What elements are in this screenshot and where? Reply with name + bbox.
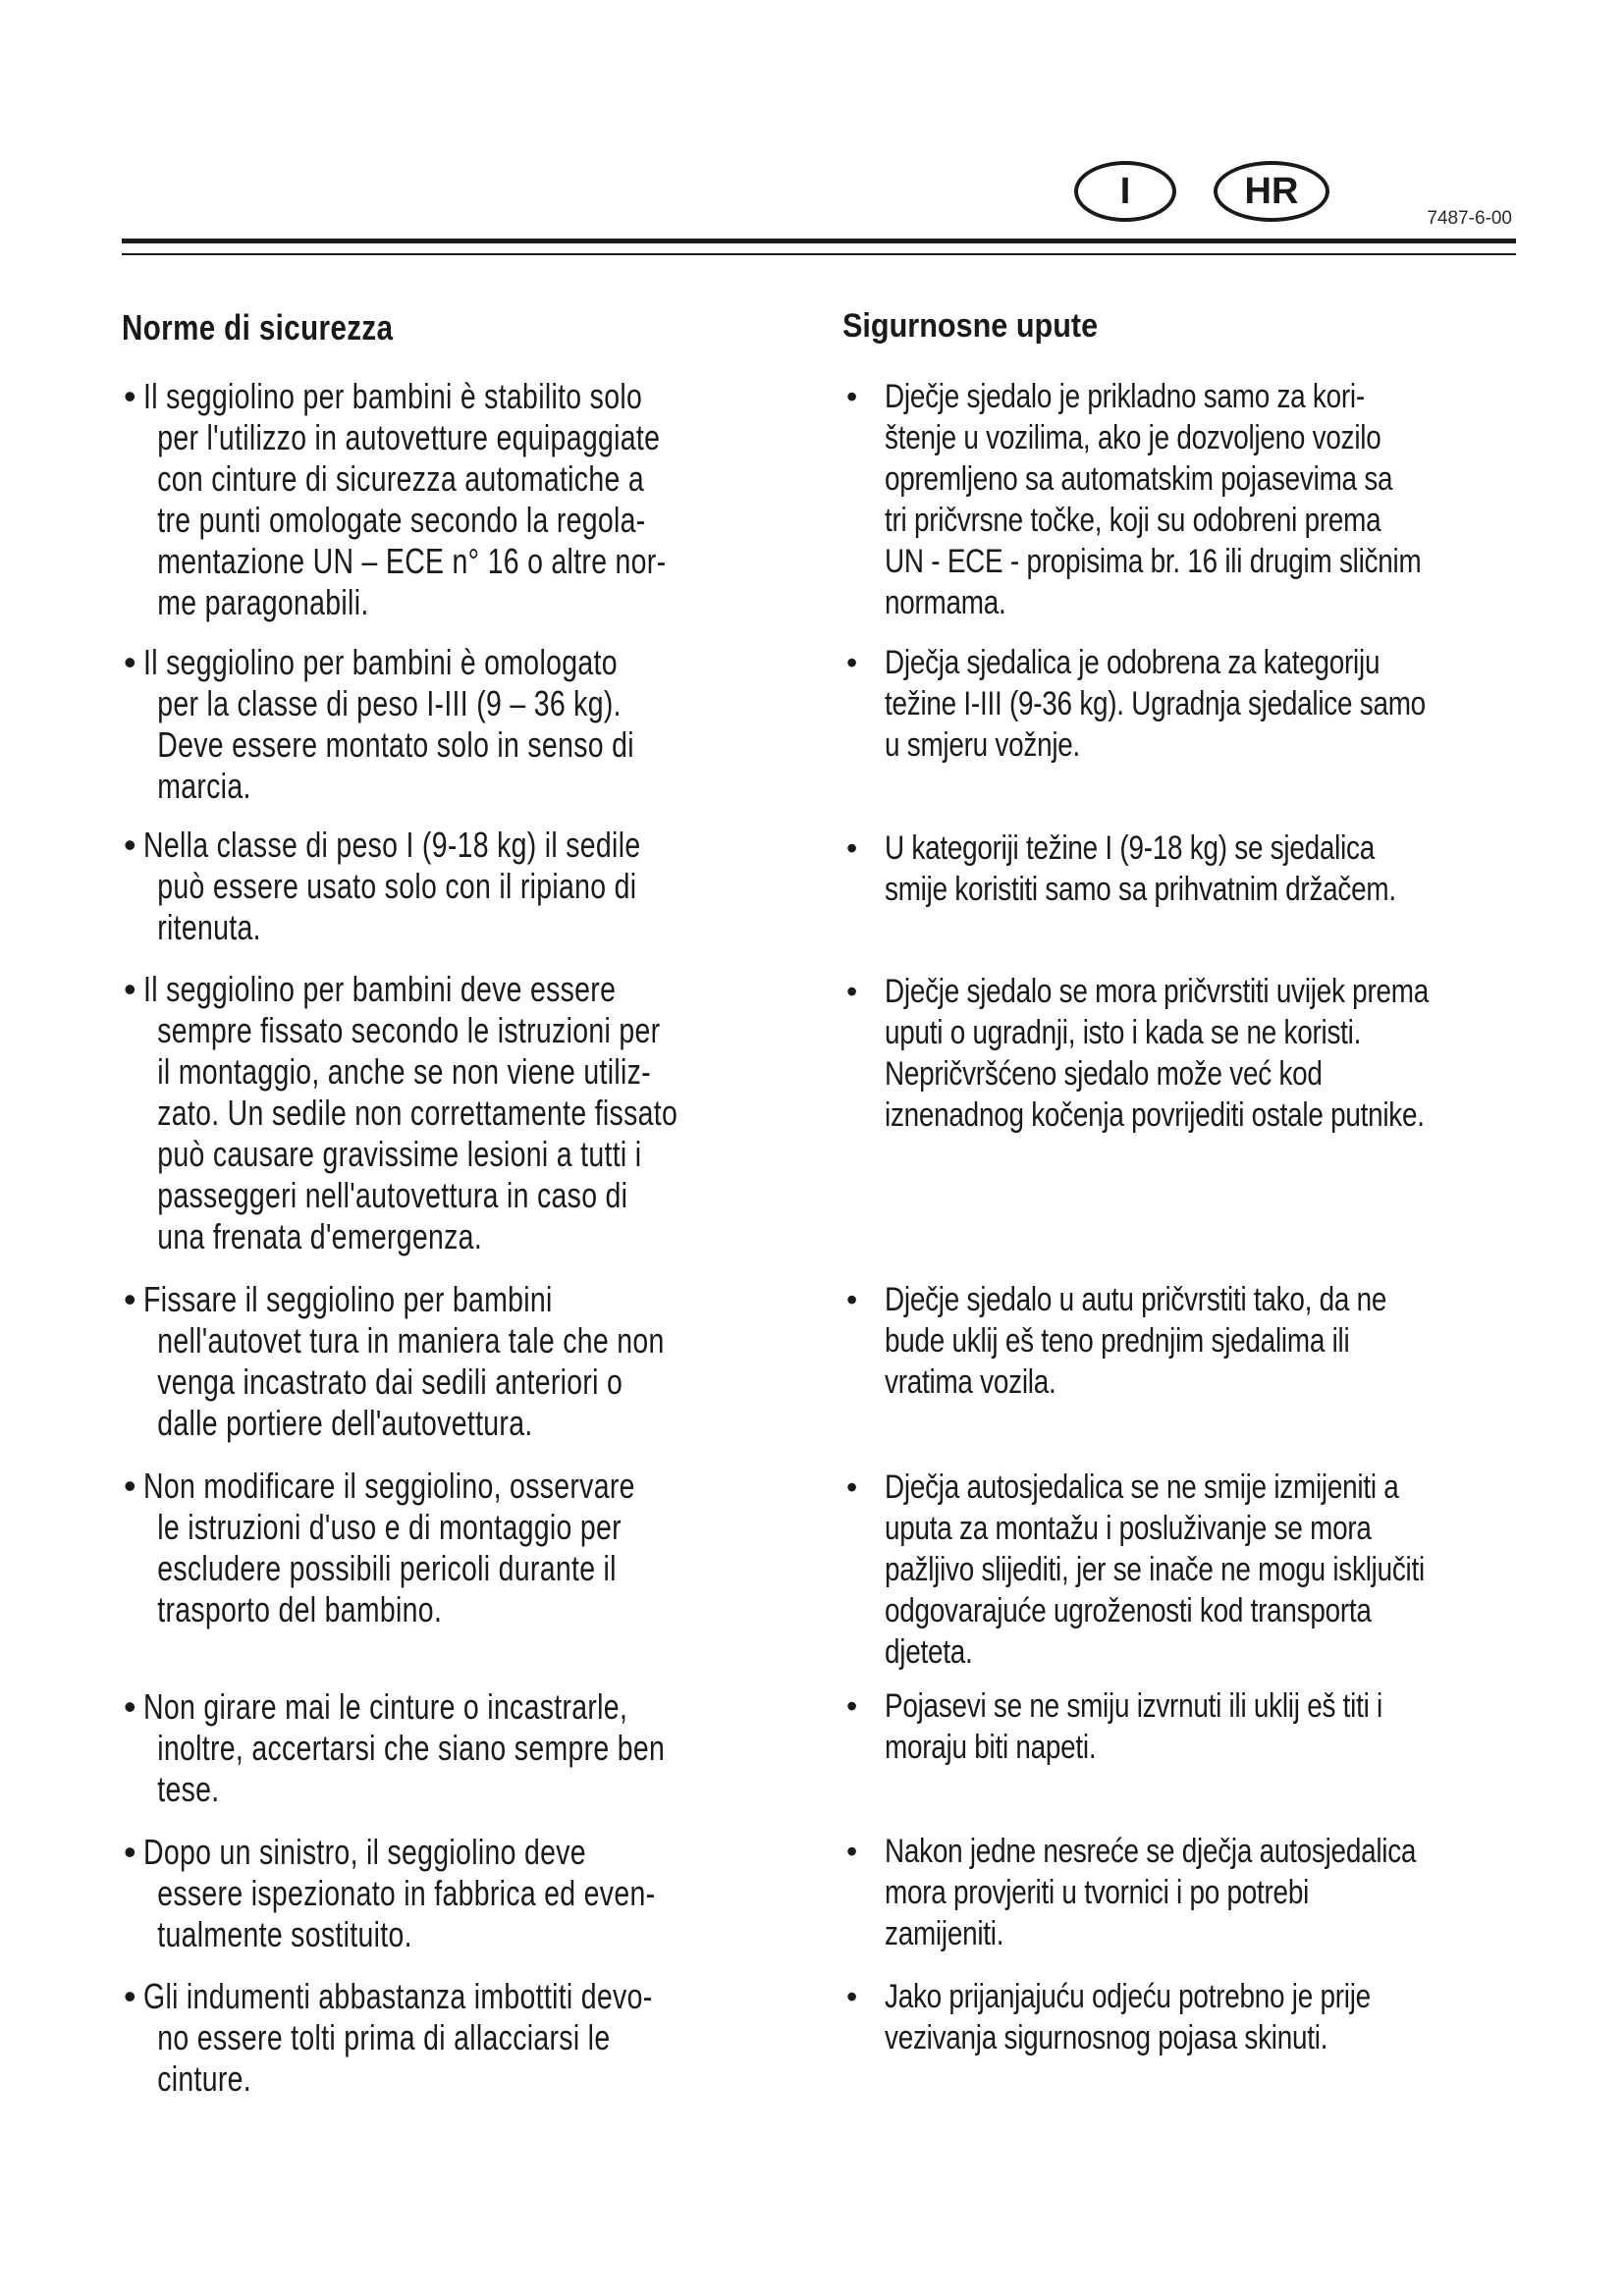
bullet-mark: • [124,1686,136,1727]
bullet-mark: • [846,1688,858,1724]
bullet-mark: • [124,1279,136,1319]
bullet-mark: • [124,1466,136,1506]
item-text: Gli indumenti abbastanza imbottiti devo- no essere tolti prima di allacciarsi le cinture. [143,1976,653,2099]
bullet-mark: • [124,642,136,682]
section-heading: Sigurnosne upute [842,307,1099,345]
bullet-mark: • [846,379,858,414]
item-text: Il seggiolino per bambini deve essere sempre fissato secondo le istruzioni per il montaggio, anche se non viene utiliz- zato. Un sedile non correttamente fissato può causare gravissime lesioni a tutti i passeggeri nell'autovettura in caso di una frenata d'emergenza. [143,969,678,1256]
item-text: Dječja sjedalica je odobrena za kategoriju težine I-III (9-36 kg). Ugradnja sjedalice samo u smjeru vožnje. [885,644,1426,764]
bullet-mark: • [124,376,136,416]
bullet-mark: • [124,969,136,1009]
item-text: U kategoriji težine I (9-18 kg) se sjedalica smije koristiti samo sa prihvatnim držačem. [885,829,1396,908]
item-text: Dječja autosjedalica se ne smije izmijeniti a uputa za montažu i posluživanje se mora pažljivo slijediti, jer se inače ne mogu isključiti odgovarajuće ugroženosti kod transporta djeteta. [885,1468,1425,1671]
bullet-mark: • [846,974,858,1009]
item-text: Fissare il seggiolino per bambini nell'autovet tura in maniera tale che non venga incastrato dai sedili anteriori o dalle portiere dell'autovettura. [143,1279,665,1443]
section-heading: Norme di sicurezza [122,307,394,347]
bullet-mark: • [846,1834,858,1869]
item-text: Dopo un sinistro, il seggiolino deve essere ispezionato in fabbrica ed even- tualmente sostituito. [143,1832,656,1954]
item-text: Non modificare il seggiolino, osservare le istruzioni d'uso e di montaggio per escludere possibili pericoli durante il trasporto del bambino. [143,1466,635,1629]
bullet-mark: • [846,1282,858,1317]
item-text: Jako prijanjajuću odjeću potrebno je prije vezivanja sigurnosnog pojasa skinuti. [885,1978,1371,2056]
language-badge-italian [1074,161,1176,222]
language-badge-croatian [1214,161,1329,222]
bullet-mark: • [846,1979,858,2014]
document-code: 7487-6-00 [1427,208,1512,229]
item-text: Non girare mai le cinture o incastrarle, inoltre, accertarsi che siano sempre ben tese. [143,1686,666,1809]
header-rule-thin [122,253,1516,255]
item-text: Pojasevi se ne smiju izvrnuti ili uklij eš titi i moraju biti napeti. [885,1687,1383,1766]
header-rule-thick [122,239,1516,243]
item-text: Dječje sjedalo je prikladno samo za kori- štenje u vozilima, ako je dozvoljeno vozilo opremljeno sa automatskim pojasevima sa tri pričvrsne točke, koji su odobreni prema UN - ECE - propisima br. 16 ili drugim sličnim normama. [885,378,1422,621]
language-code: I [1119,170,1131,212]
item-text: Nella classe di peso I (9-18 kg) il sedile può essere usato solo con il ripiano di ritenuta. [143,825,641,947]
bullet-mark: • [846,1469,858,1505]
item-text: Il seggiolino per bambini è stabilito solo per l'utilizzo in autovetture equipaggiate con cinture di sicurezza automatiche a tre punti omologate secondo la regola- mentazione UN – ECE n° 16 o altre nor- me paragonabili. [143,376,667,622]
item-text: Il seggiolino per bambini è omologato per la classe di peso I-III (9 – 36 kg). Deve essere montato solo in senso di marcia. [143,642,634,806]
language-code: HR [1244,170,1299,212]
bullet-mark: • [846,830,858,866]
bullet-mark: • [846,645,858,680]
bullet-mark: • [124,825,136,865]
item-text: Dječje sjedalo se mora pričvrstiti uvijek prema uputi o ugradnji, isto i kada se ne koristi. Nepričvršćeno sjedalo može već kod iznenadnog kočenja povrijediti ostale putnike. [885,973,1429,1134]
item-text: Dječje sjedalo u autu pričvrstiti tako, da ne bude uklij eš teno prednjim sjedalima ili vratima vozila. [885,1281,1387,1401]
item-text: Nakon jedne nesreće se dječja autosjedalica mora provjeriti u tvornici i po potrebi zamijeniti. [885,1833,1417,1952]
bullet-mark: • [124,1976,136,2016]
bullet-mark: • [124,1832,136,1872]
